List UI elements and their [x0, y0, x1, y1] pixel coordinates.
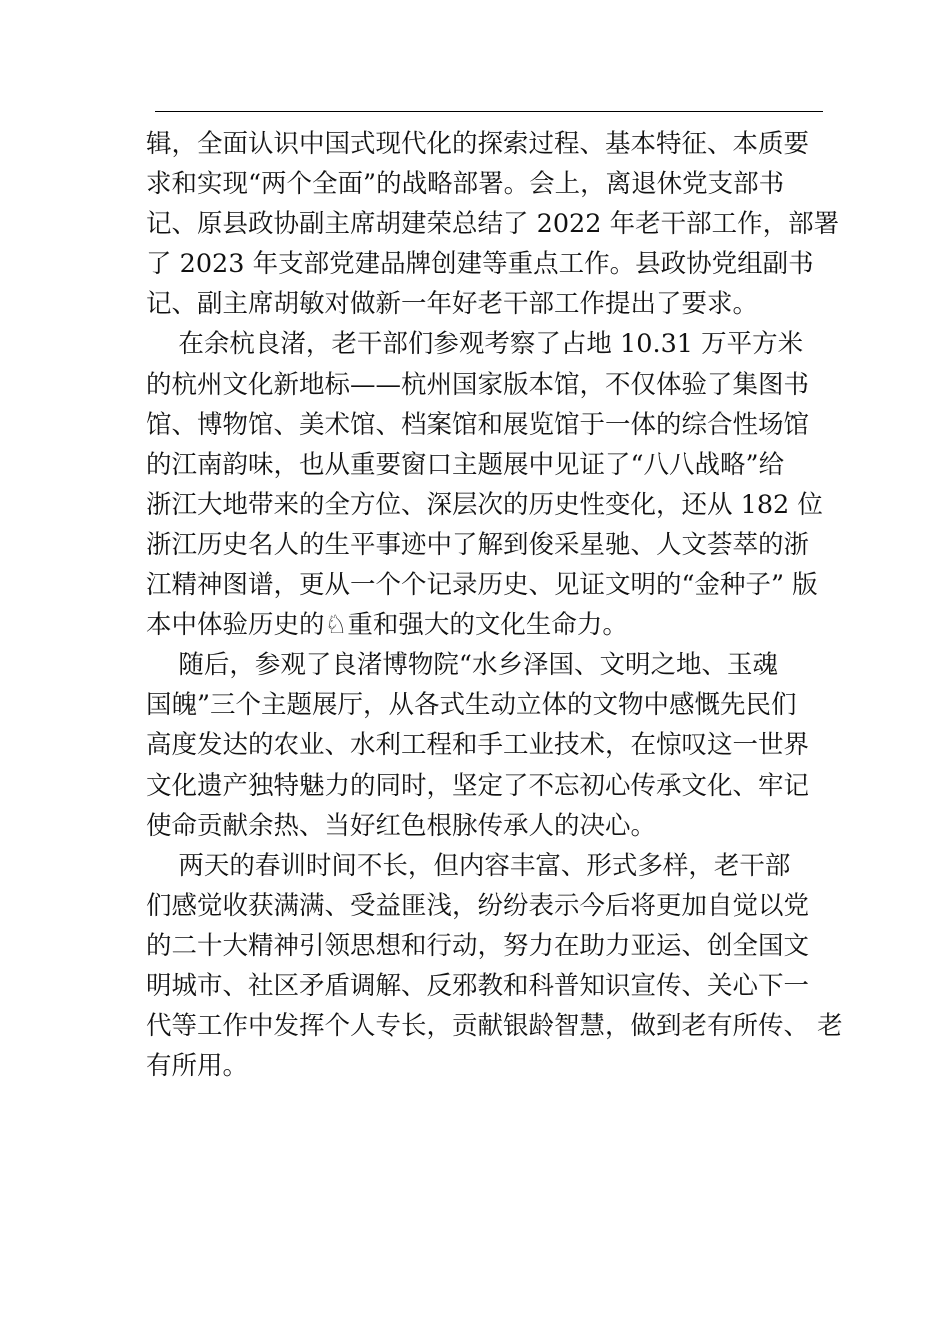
text-line: 国魄”三个主题展厅，从各式生动立体的文物中感慨先民们	[146, 690, 797, 721]
text-line: 明城市、社区矛盾调解、反邪教和科普知识宣传、关心下一	[146, 970, 810, 1001]
text-line: 馆、博物馆、美术馆、档案馆和展览馆于一体的综合性场馆	[146, 409, 810, 440]
paragraph-2	[146, 324, 826, 645]
text-line: 了 2023 年支部党建品牌创建等重点工作。县政协党组副书	[146, 249, 814, 280]
text-line: 江精神图谱，更从一个个记录历史、见证文明的“金种子” 版	[146, 570, 818, 601]
text-line: 随后，参观了良渚博物院“水乡泽国、文明之地、玉魂	[146, 650, 778, 681]
text-line: 高度发达的农业、水利工程和手工业技术，在惊叹这一世界	[146, 730, 810, 761]
text-line: 记、副主席胡敏对做新一年好老干部工作提出了要求。	[146, 289, 759, 320]
text-line: 本中体验历史的♘重和强大的文化生命力。	[146, 610, 628, 641]
text-line: 的杭州文化新地标——杭州国家版本馆，不仅体验了集图书	[146, 369, 810, 400]
text-line: 的二十大精神引领思想和行动，努力在助力亚运、创全国文	[146, 930, 810, 961]
paragraph-4	[146, 846, 843, 1087]
paragraph-1	[146, 124, 840, 324]
text-line: 们感觉收获满满、受益匪浅，纷纷表示今后将更加自觉以党	[146, 890, 810, 921]
text-line: 在余杭良渚，老干部们参观考察了占地 10.31 万平方米	[146, 329, 804, 360]
text-line: 浙江历史名人的生平事迹中了解到俊采星驰、人文荟萃的浙	[146, 529, 810, 560]
text-line: 记、原县政协副主席胡建荣总结了 2022 年老干部工作，部署	[146, 209, 840, 240]
text-line: 代等工作中发挥个人专长，贡献银龄智慧，做到老有所传、 老	[146, 1011, 843, 1042]
text-line: 使命贡献余热、当好红色根脉传承人的决心。	[146, 810, 657, 841]
text-line: 两天的春训时间不长，但内容丰富、形式多样，老干部	[146, 850, 791, 881]
paragraph-3	[146, 645, 826, 845]
text-line: 浙江大地带来的全方位、深层次的历史性变化，还从 182 位	[146, 489, 823, 520]
body-text	[146, 124, 843, 1086]
text-line: 的江南韵味，也从重要窗口主题展中见证了“八八战略”给	[146, 449, 785, 480]
text-line: 文化遗产独特魅力的同时，坚定了不忘初心传承文化、牢记	[146, 770, 810, 801]
text-line: 有所用。	[146, 1051, 249, 1082]
header-rule	[155, 111, 823, 112]
text-line: 辑，全面认识中国式现代化的探索过程、基本特征、本质要	[146, 129, 810, 159]
text-line: 求和实现“两个全面”的战略部署。会上，离退休党支部书	[146, 169, 785, 200]
